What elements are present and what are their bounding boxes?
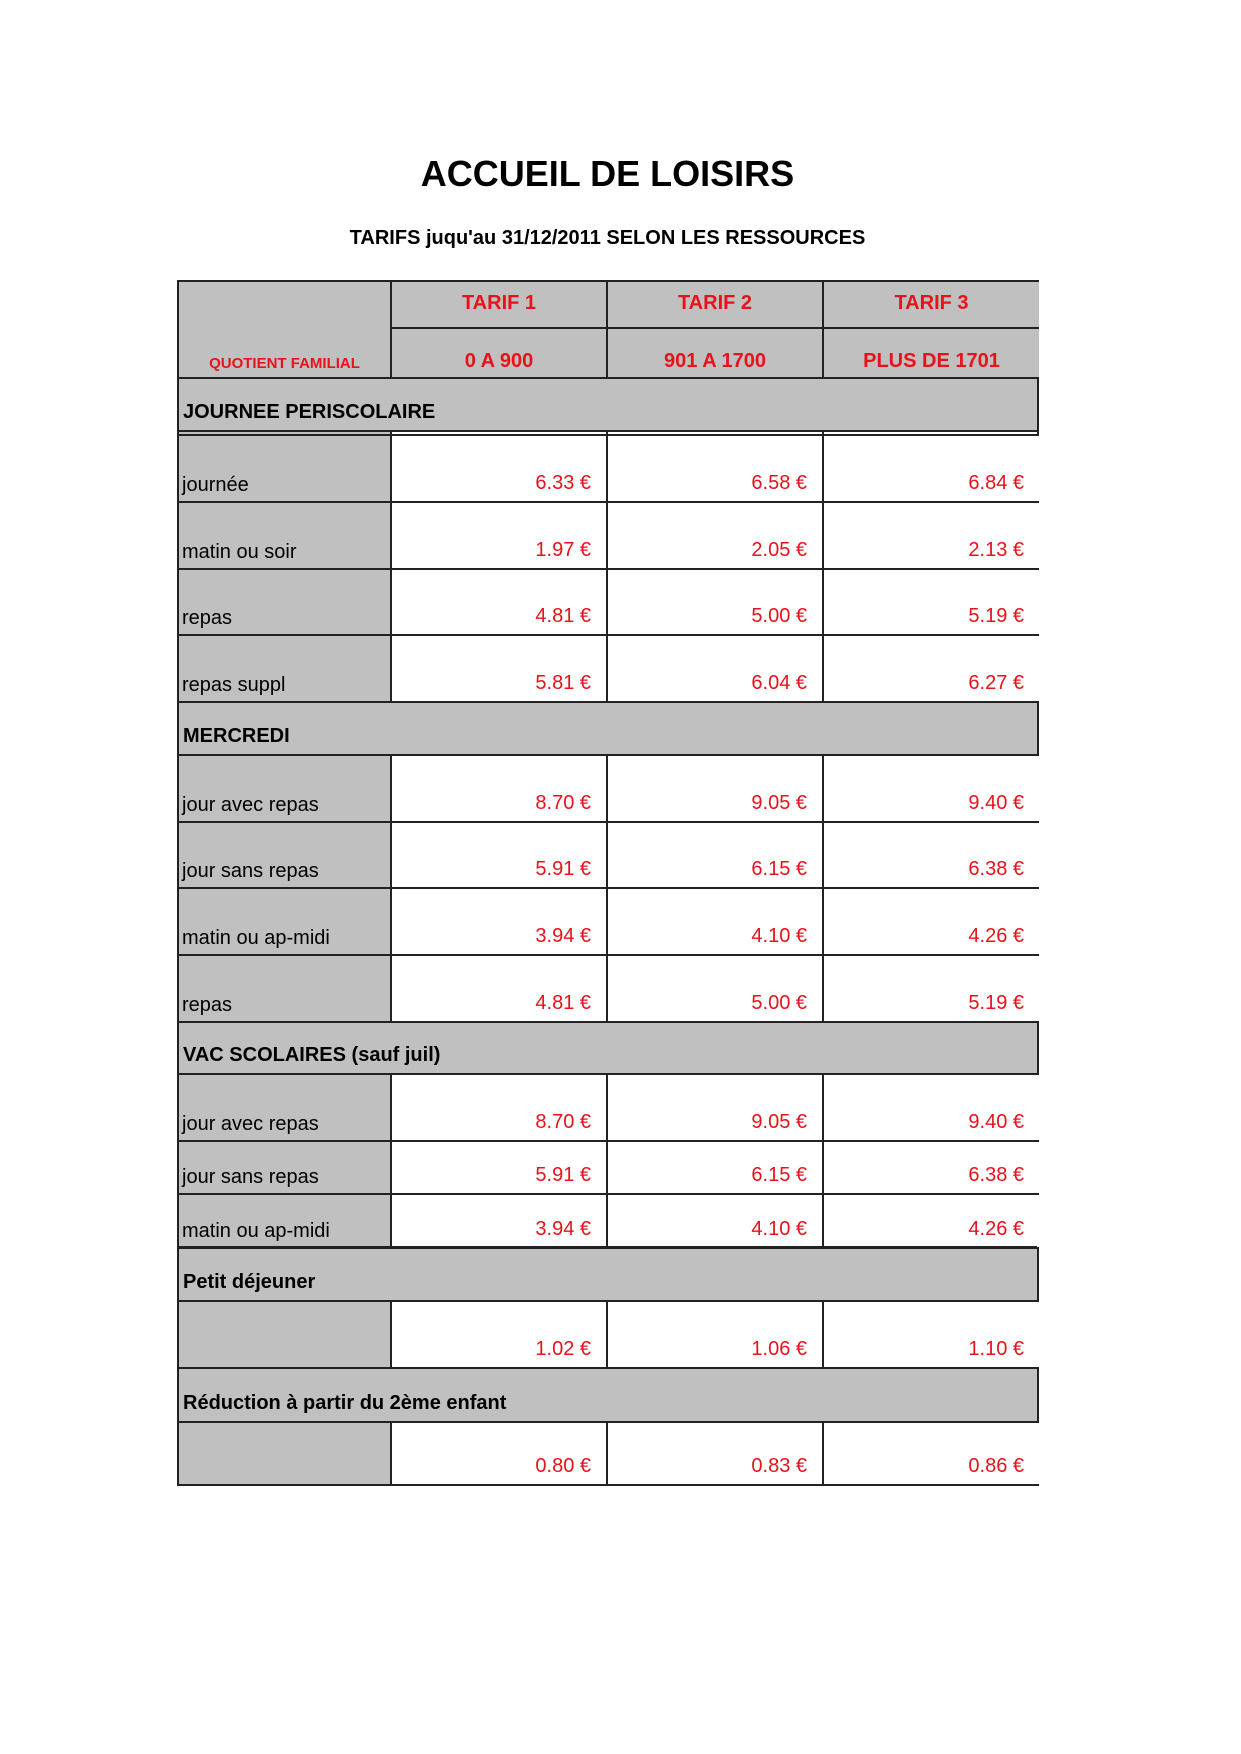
price-cell xyxy=(390,503,606,568)
price-tarif-2: 6.04 € xyxy=(751,672,807,694)
price-cell xyxy=(822,1075,1039,1140)
price-cell xyxy=(390,436,606,501)
price-cell xyxy=(606,636,822,701)
table-row xyxy=(179,954,1037,1021)
price-tarif-3: 6.27 € xyxy=(968,672,1024,694)
label-cell xyxy=(179,889,390,954)
section-reduction xyxy=(179,1367,1037,1421)
row-label: jour sans repas xyxy=(182,860,319,882)
price-cell xyxy=(390,1302,606,1367)
document-subtitle: TARIFS juqu'au 31/12/2011 SELON LES RESSOURCES xyxy=(349,227,866,249)
price-tarif-1: 3.94 € xyxy=(535,1218,591,1240)
label-cell xyxy=(179,1142,390,1193)
price-cell xyxy=(822,1302,1039,1367)
row-label: repas xyxy=(182,607,233,629)
price-cell xyxy=(390,889,606,954)
price-tarif-1: 5.91 € xyxy=(535,1164,591,1186)
price-cell xyxy=(390,1075,606,1140)
corner-label: QUOTIENT FAMILIAL xyxy=(209,355,360,372)
price-cell xyxy=(606,756,822,821)
price-tarif-2: 5.00 € xyxy=(751,605,807,627)
price-cell xyxy=(606,956,822,1021)
price-tarif-1: 3.94 € xyxy=(535,925,591,947)
price-cell xyxy=(606,823,822,887)
section-mercredi xyxy=(179,701,1037,754)
price-tarif-1: 6.33 € xyxy=(535,472,591,494)
table-row xyxy=(179,1193,1037,1247)
price-tarif-1: 8.70 € xyxy=(535,792,591,814)
row-label: jour avec repas xyxy=(182,1113,319,1135)
row-label: matin ou ap-midi xyxy=(182,1220,330,1242)
price-cell xyxy=(822,1195,1039,1247)
label-cell xyxy=(179,436,390,501)
price-cell xyxy=(390,756,606,821)
table-row xyxy=(179,1421,1037,1484)
price-tarif-2: 6.58 € xyxy=(751,472,807,494)
price-cell xyxy=(606,1302,822,1367)
table-row xyxy=(179,501,1037,568)
price-cell xyxy=(390,1423,606,1484)
price-tarif-3: 5.19 € xyxy=(968,992,1024,1014)
price-tarif-1: 0.80 € xyxy=(535,1455,591,1477)
price-cell xyxy=(822,1142,1039,1193)
price-tarif-2: 9.05 € xyxy=(751,1111,807,1133)
row-label: jour avec repas xyxy=(182,794,319,816)
price-tarif-3: 6.38 € xyxy=(968,858,1024,880)
table-row xyxy=(179,634,1037,701)
document-title: ACCUEIL DE LOISIRS xyxy=(420,153,795,194)
label-cell xyxy=(179,503,390,568)
table-row xyxy=(179,754,1037,821)
row-label: jour sans repas xyxy=(182,1166,319,1188)
price-cell xyxy=(606,503,822,568)
price-cell xyxy=(822,636,1039,701)
price-cell xyxy=(606,1075,822,1140)
row-label: repas suppl xyxy=(182,674,286,696)
price-cell xyxy=(822,503,1039,568)
price-tarif-3: 2.13 € xyxy=(968,539,1024,561)
label-cell xyxy=(179,1195,390,1247)
price-tarif-2: 9.05 € xyxy=(751,792,807,814)
table-row xyxy=(179,434,1037,501)
section-title: MERCREDI xyxy=(183,725,290,747)
price-tarif-3: 6.84 € xyxy=(968,472,1024,494)
range-header-1: 0 A 900 xyxy=(390,327,606,377)
price-tarif-2: 2.05 € xyxy=(751,539,807,561)
section-title: JOURNEE PERISCOLAIRE xyxy=(183,401,436,423)
price-cell xyxy=(390,1142,606,1193)
price-cell xyxy=(390,823,606,887)
price-tarif-1: 5.81 € xyxy=(535,672,591,694)
label-cell xyxy=(179,756,390,821)
price-tarif-3: 4.26 € xyxy=(968,1218,1024,1240)
price-tarif-3: 6.38 € xyxy=(968,1164,1024,1186)
price-cell xyxy=(822,889,1039,954)
price-tarif-3: 4.26 € xyxy=(968,925,1024,947)
section-title: VAC SCOLAIRES (sauf juil) xyxy=(183,1044,441,1066)
price-cell xyxy=(822,1423,1039,1484)
price-tarif-1: 4.81 € xyxy=(535,605,591,627)
price-cell xyxy=(606,1142,822,1193)
label-cell xyxy=(179,570,390,634)
table-row xyxy=(179,568,1037,634)
tarif-header-1: TARIF 1 xyxy=(390,282,606,327)
price-cell xyxy=(390,636,606,701)
label-cell xyxy=(179,1302,390,1367)
price-tarif-2: 5.00 € xyxy=(751,992,807,1014)
price-cell xyxy=(390,570,606,634)
price-tarif-2: 6.15 € xyxy=(751,1164,807,1186)
price-tarif-3: 1.10 € xyxy=(968,1338,1024,1360)
price-tarif-3: 0.86 € xyxy=(968,1455,1024,1477)
price-tarif-2: 0.83 € xyxy=(751,1455,807,1477)
price-tarif-3: 9.40 € xyxy=(968,1111,1024,1133)
price-cell xyxy=(822,756,1039,821)
price-tarif-1: 1.97 € xyxy=(535,539,591,561)
price-cell xyxy=(390,956,606,1021)
row-label: repas xyxy=(182,994,233,1016)
price-cell xyxy=(822,436,1039,501)
price-tarif-2: 6.15 € xyxy=(751,858,807,880)
corner-cell xyxy=(179,282,390,376)
label-cell xyxy=(179,1075,390,1140)
price-cell xyxy=(606,436,822,501)
range-header-2: 901 A 1700 xyxy=(606,327,822,377)
price-tarif-1: 5.91 € xyxy=(535,858,591,880)
label-cell xyxy=(179,956,390,1021)
tariff-table xyxy=(177,280,1039,1486)
price-tarif-3: 9.40 € xyxy=(968,792,1024,814)
tarif-header-2: TARIF 2 xyxy=(606,282,822,327)
price-tarif-2: 1.06 € xyxy=(751,1338,807,1360)
section-petit-dejeuner xyxy=(179,1246,1037,1300)
section-title: Réduction à partir du 2ème enfant xyxy=(183,1392,507,1414)
row-label: journée xyxy=(182,474,249,496)
price-cell xyxy=(822,956,1039,1021)
label-cell xyxy=(179,1423,390,1484)
label-cell xyxy=(179,823,390,887)
price-cell xyxy=(822,570,1039,634)
price-tarif-2: 4.10 € xyxy=(751,925,807,947)
price-tarif-2: 4.10 € xyxy=(751,1218,807,1240)
price-cell xyxy=(606,1423,822,1484)
table-row xyxy=(179,1140,1037,1193)
label-cell xyxy=(179,636,390,701)
table-row xyxy=(179,821,1037,887)
price-tarif-1: 1.02 € xyxy=(535,1338,591,1360)
section-journee-periscolaire xyxy=(179,377,1037,430)
row-label: matin ou ap-midi xyxy=(182,927,330,949)
price-tarif-3: 5.19 € xyxy=(968,605,1024,627)
price-tarif-1: 4.81 € xyxy=(535,992,591,1014)
price-cell xyxy=(606,889,822,954)
price-tarif-1: 8.70 € xyxy=(535,1111,591,1133)
section-title: Petit déjeuner xyxy=(183,1271,316,1293)
section-vac-scolaires xyxy=(179,1021,1037,1073)
price-cell xyxy=(822,823,1039,887)
price-cell xyxy=(606,570,822,634)
table-row xyxy=(179,1073,1037,1140)
price-cell xyxy=(606,1195,822,1247)
price-cell xyxy=(390,1195,606,1247)
row-label: matin ou soir xyxy=(182,541,297,563)
range-header-3: PLUS DE 1701 xyxy=(822,327,1039,377)
table-row xyxy=(179,1300,1037,1367)
table-row xyxy=(179,887,1037,954)
tarif-header-3: TARIF 3 xyxy=(822,282,1039,327)
